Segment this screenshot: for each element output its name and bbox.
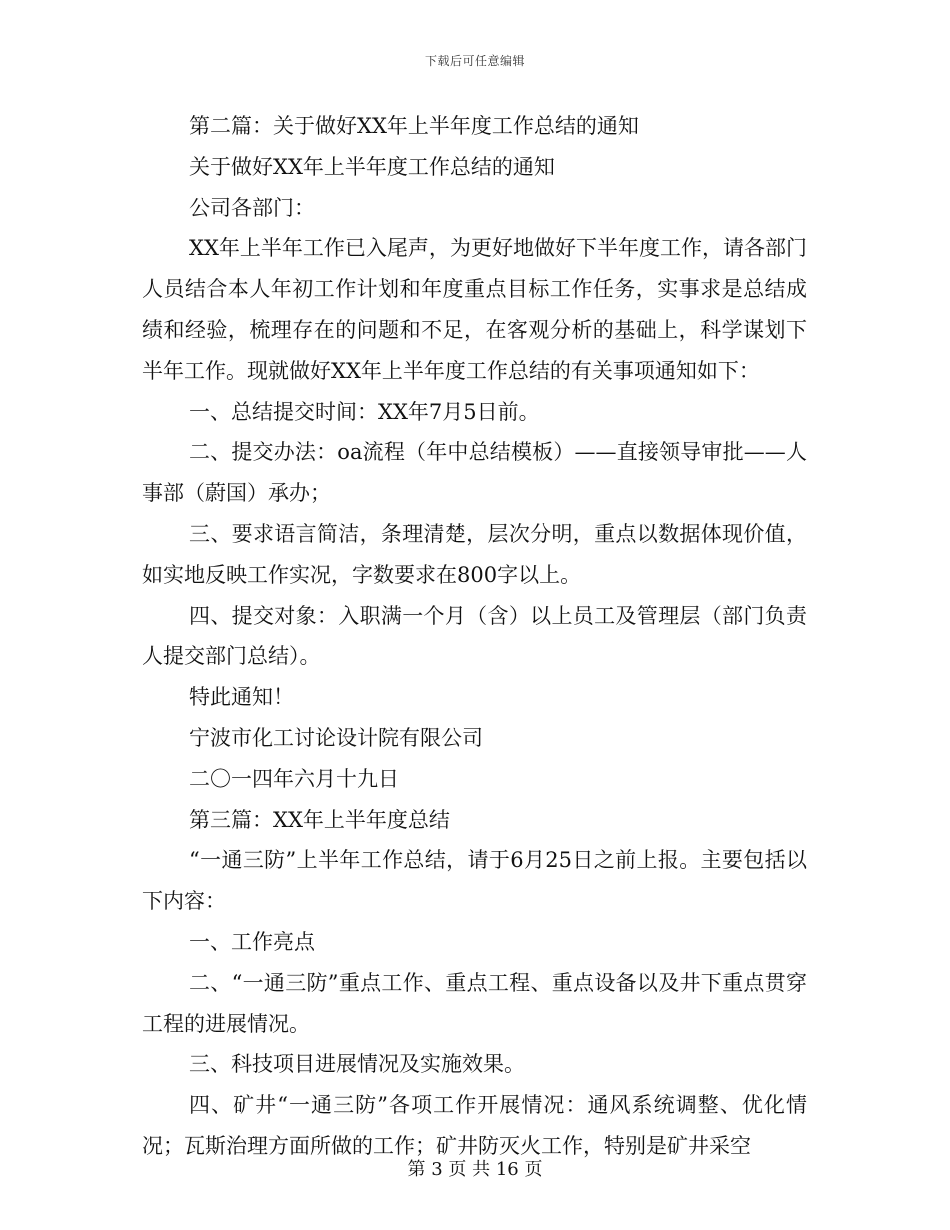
company-signature: 宁波市化工讨论设计院有限公司	[189, 725, 483, 750]
closing-notice: 特此通知！	[189, 685, 294, 710]
summary-item-2: 二、“一通三防”重点工作、重点工程、重点设备以及井下重点贯穿工程的进展情况。	[142, 970, 807, 1036]
section-title-part2: 第二篇：关于做好XX年上半年度工作总结的通知	[189, 114, 639, 138]
signature-date: 二〇一四年六月十九日	[189, 766, 399, 791]
item-1-deadline: 一、总结提交时间：XX年7月5日前。	[189, 399, 540, 424]
notice-title: 关于做好XX年上半年度工作总结的通知	[189, 154, 555, 179]
item-2-method: 二、提交办法：oa流程（年中总结模板）——直接领导审批——人事部（蔚国）承办；	[142, 440, 807, 506]
item-3-requirements: 三、要求语言简洁，条理清楚，层次分明，重点以数据体现价值，如实地反映工作实况，字数要求在800字以上。	[142, 521, 807, 587]
section-title-part3: 第三篇：XX年上半年度总结	[189, 807, 450, 832]
salutation: 公司各部门：	[189, 195, 315, 220]
intro-paragraph: XX年上半年工作已入尾声，为更好地做好下半年度工作，请各部门人员结合本人年初工作计划和年度重点目标工作任务，实事求是总结成绩和经验，梳理存在的问题和不足，在客观分析的基础上，科学谋划下半年工作。现就做好XX年上半年度工作总结的有关事项通知如下：	[142, 236, 807, 383]
item-4-audience: 四、提交对象：入职满一个月（含）以上员工及管理层（部门负责人提交部门总结）。	[142, 603, 807, 669]
document-body	[142, 106, 807, 1167]
header-note: 下载后可任意编辑	[424, 54, 525, 68]
summary-item-3: 三、科技项目进展情况及实施效果。	[189, 1052, 525, 1077]
summary-item-1: 一、工作亮点	[189, 929, 315, 954]
summary-item-4: 四、矿井“一通三防”各项工作开展情况：通风系统调整、优化情况；瓦斯治理方面所做的工作；矿井防灭火工作，特别是矿井采空	[142, 1093, 807, 1158]
summary-intro: “一通三防”上半年工作总结，请于6月25日之前上报。主要包括以下内容：	[142, 848, 807, 914]
page-number-footer: 第 3 页 共 16 页	[407, 1159, 543, 1180]
